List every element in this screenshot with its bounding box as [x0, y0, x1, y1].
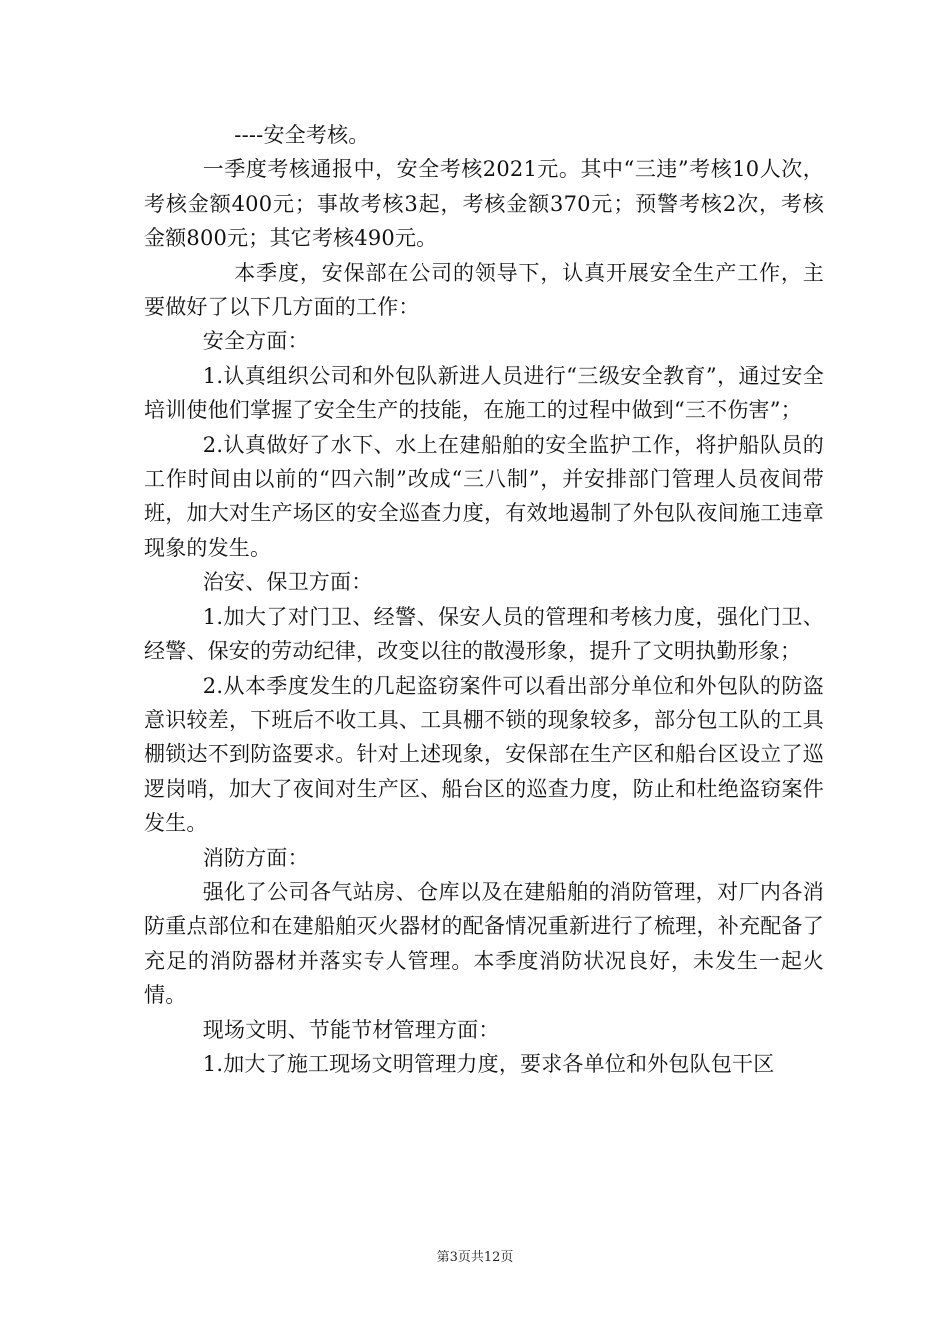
- page-number: 第3页共12页: [436, 1250, 514, 1265]
- section-heading-safety-assessment: ----安全考核。: [234, 123, 370, 147]
- paragraph-security-item-2: 2.从本季度发生的几起盗窃案件可以看出部分单位和外包队的防盗意识较差，下班后不收工具、工具棚不锁的现象较多，部分包工队的工具棚锁达不到防盗要求。针对上述现象，安保部在生产区和船台区设立了巡逻岗哨，加大了夜间对生产区、船台区的巡查力度，防止和杜绝盗窃案件发生。: [144, 673, 824, 836]
- document-body: [144, 118, 824, 1081]
- paragraph-security-item-1: 1.加大了对门卫、经警、保安人员的管理和考核力度，强化门卫、经警、保安的劳动纪律，改变以往的散漫形象，提升了文明执勤形象；: [144, 604, 824, 664]
- paragraph-fire: 强化了公司各气站房、仓库以及在建船舶的消防管理，对厂内各消防重点部位和在建船舶灭火器材的配备情况重新进行了梳理，补充配备了充足的消防器材并落实专人管理。本季度消防状况良好，未发生一起火情。: [144, 879, 824, 1008]
- paragraph-safety-item-1: 1.认真组织公司和外包队新进人员进行“三级安全教育”，通过安全培训使他们掌握了安全生产的技能，在施工的过程中做到“三不伤害”；: [144, 363, 824, 423]
- paragraph-site-item-1: 1.加大了施工现场文明管理力度，要求各单位和外包队包干区: [202, 1051, 775, 1076]
- page-footer: [0, 1246, 950, 1265]
- section-heading-safety: 安全方面：: [202, 329, 309, 354]
- section-heading-site-management: 现场文明、节能节材管理方面：: [202, 1017, 500, 1042]
- section-heading-security: 治安、保卫方面：: [202, 570, 373, 595]
- paragraph-safety-item-2: 2.认真做好了水下、水上在建船舶的安全监护工作，将护船队员的工作时间由以前的“四六制”改成“三八制”，并安排部门管理人员夜间带班，加大对生产场区的安全巡查力度，有效地遏制了外包队夜间施工违章现象的发生。: [144, 432, 824, 560]
- section-heading-fire: 消防方面：: [202, 845, 309, 870]
- paragraph-intro: 本季度，安保部在公司的领导下，认真开展安全生产工作，主要做好了以下几方面的工作：: [144, 260, 824, 320]
- paragraph-assessment-summary: 一季度考核通报中，安全考核2021元。其中“三违”考核10人次，考核金额400元；事故考核3起，考核金额370元；预警考核2次，考核金额800元；其它考核490元。: [144, 157, 824, 251]
